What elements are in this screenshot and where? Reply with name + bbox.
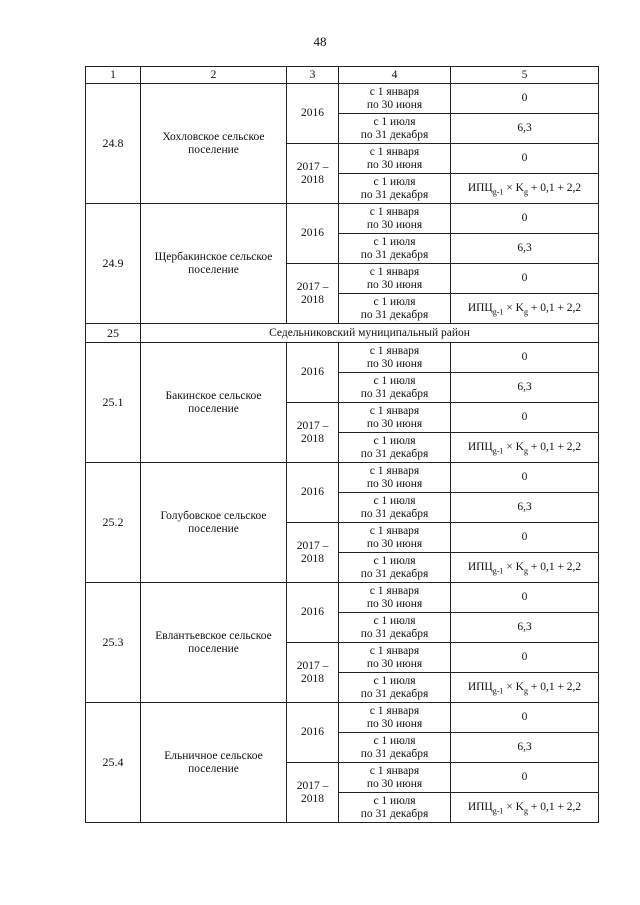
period-end: по 30 июня <box>366 417 423 430</box>
table-row <box>86 703 599 733</box>
period-start: с 1 января <box>369 344 420 357</box>
formula-cell <box>451 433 599 463</box>
formula-subscript: g-1 <box>492 307 504 317</box>
year-start: 2017 – <box>296 539 329 552</box>
period-cell <box>339 553 451 583</box>
formula-subscript: g-1 <box>492 806 504 816</box>
period-end: по 30 июня <box>366 278 423 291</box>
period-cell <box>339 613 451 643</box>
table-row <box>86 84 599 114</box>
value-cell: 0 <box>451 703 599 733</box>
year-cell: 2016 <box>287 204 339 264</box>
value-cell: 6,3 <box>451 613 599 643</box>
formula-text: × K <box>503 561 524 573</box>
formula-text: ИПЦ <box>467 681 493 693</box>
year-start: 2017 – <box>296 280 329 293</box>
settlement-name: Хохловское сельское поселение <box>141 84 287 204</box>
period-cell <box>339 583 451 613</box>
formula-subscript: g <box>523 307 528 317</box>
settlement-name: Голубовское сельское поселение <box>141 463 287 583</box>
period-start: с 1 января <box>369 764 420 777</box>
period-end: по 30 июня <box>366 477 423 490</box>
settlement-name: Щербакинское сельское поселение <box>141 204 287 324</box>
period-end: по 30 июня <box>366 657 423 670</box>
period-start: с 1 января <box>369 464 420 477</box>
period-end: по 31 декабря <box>360 807 429 820</box>
value-cell: 0 <box>451 763 599 793</box>
period-end: по 30 июня <box>366 597 423 610</box>
period-cell <box>339 264 451 294</box>
value-cell: 0 <box>451 463 599 493</box>
region-row <box>86 324 599 343</box>
formula-text: ИПЦ <box>467 182 493 194</box>
period-end: по 30 июня <box>366 158 423 171</box>
period-end: по 31 декабря <box>360 747 429 760</box>
period-start: с 1 января <box>369 265 420 278</box>
tariff-table <box>85 66 599 823</box>
year-end: 2018 <box>301 672 324 685</box>
formula-text: × K <box>503 801 524 813</box>
formula-text: × K <box>503 681 524 693</box>
period-end: по 30 июня <box>366 537 423 550</box>
period-cell <box>339 343 451 373</box>
value-cell: 6,3 <box>451 373 599 403</box>
period-start: с 1 июля <box>373 235 416 248</box>
period-end: по 30 июня <box>366 777 423 790</box>
period-end: по 31 декабря <box>360 447 429 460</box>
value-cell: 0 <box>451 144 599 174</box>
year-end: 2018 <box>301 293 324 306</box>
row-number: 25.3 <box>86 583 141 703</box>
row-number: 24.8 <box>86 84 141 204</box>
period-cell <box>339 733 451 763</box>
year-cell: 2016 <box>287 583 339 643</box>
formula-text: × K <box>503 302 524 314</box>
period-cell <box>339 673 451 703</box>
period-end: по 31 декабря <box>360 507 429 520</box>
period-start: с 1 июля <box>373 295 416 308</box>
value-cell: 0 <box>451 264 599 294</box>
period-start: с 1 января <box>369 704 420 717</box>
value-cell: 6,3 <box>451 114 599 144</box>
region-name: Седельниковский муниципальный район <box>141 324 599 343</box>
value-cell: 0 <box>451 84 599 114</box>
value-cell: 0 <box>451 583 599 613</box>
column-header: 2 <box>141 67 287 84</box>
period-start: с 1 июля <box>373 434 416 447</box>
period-end: по 30 июня <box>366 218 423 231</box>
formula-text: + 0,1 + 2,2 <box>527 302 582 314</box>
year-start: 2017 – <box>296 419 329 432</box>
period-start: с 1 января <box>369 524 420 537</box>
period-end: по 30 июня <box>366 357 423 370</box>
formula-text: + 0,1 + 2,2 <box>527 801 582 813</box>
period-cell <box>339 643 451 673</box>
year-end: 2018 <box>301 432 324 445</box>
year-start: 2017 – <box>296 160 329 173</box>
period-end: по 31 декабря <box>360 188 429 201</box>
period-cell <box>339 433 451 463</box>
formula-text: + 0,1 + 2,2 <box>527 561 582 573</box>
row-number: 25 <box>86 324 141 343</box>
period-start: с 1 июля <box>373 494 416 507</box>
formula-subscript: g-1 <box>492 446 504 456</box>
period-end: по 30 июня <box>366 717 423 730</box>
period-start: с 1 июля <box>373 794 416 807</box>
formula-text: + 0,1 + 2,2 <box>527 182 582 194</box>
period-start: с 1 января <box>369 145 420 158</box>
table-row <box>86 583 599 613</box>
formula-text: + 0,1 + 2,2 <box>527 441 582 453</box>
page-number: 48 <box>313 34 327 49</box>
year-cell <box>287 643 339 703</box>
table-row <box>86 343 599 373</box>
period-start: с 1 января <box>369 584 420 597</box>
formula-cell <box>451 294 599 324</box>
settlement-name: Бакинское сельское поселение <box>141 343 287 463</box>
value-cell: 0 <box>451 523 599 553</box>
table-row <box>86 463 599 493</box>
value-cell: 6,3 <box>451 234 599 264</box>
formula-text: ИПЦ <box>467 441 493 453</box>
settlement-name: Евлантьевское сельское поселение <box>141 583 287 703</box>
year-cell <box>287 763 339 823</box>
year-start: 2017 – <box>296 779 329 792</box>
period-cell <box>339 793 451 823</box>
column-header: 3 <box>287 67 339 84</box>
period-cell <box>339 523 451 553</box>
row-number: 25.2 <box>86 463 141 583</box>
formula-text: + 0,1 + 2,2 <box>527 681 582 693</box>
period-cell <box>339 373 451 403</box>
period-cell <box>339 493 451 523</box>
formula-subscript: g <box>523 806 528 816</box>
formula-cell <box>451 793 599 823</box>
period-start: с 1 июля <box>373 674 416 687</box>
period-cell <box>339 763 451 793</box>
period-cell <box>339 234 451 264</box>
period-start: с 1 июля <box>373 614 416 627</box>
year-cell <box>287 144 339 204</box>
formula-text: × K <box>503 182 524 194</box>
period-end: по 30 июня <box>366 98 423 111</box>
period-cell <box>339 703 451 733</box>
table-row <box>86 204 599 234</box>
period-cell <box>339 84 451 114</box>
table-header-row <box>86 67 599 84</box>
period-end: по 31 декабря <box>360 308 429 321</box>
column-header: 1 <box>86 67 141 84</box>
formula-subscript: g <box>523 446 528 456</box>
year-start: 2017 – <box>296 659 329 672</box>
year-end: 2018 <box>301 792 324 805</box>
formula-text: ИПЦ <box>467 801 493 813</box>
year-cell <box>287 403 339 463</box>
period-cell <box>339 114 451 144</box>
year-cell: 2016 <box>287 463 339 523</box>
period-start: с 1 января <box>369 404 420 417</box>
formula-text: ИПЦ <box>467 561 493 573</box>
period-cell <box>339 463 451 493</box>
year-end: 2018 <box>301 552 324 565</box>
period-start: с 1 июля <box>373 115 416 128</box>
column-header: 4 <box>339 67 451 84</box>
settlement-name: Ельничное сельское поселение <box>141 703 287 823</box>
period-end: по 31 декабря <box>360 567 429 580</box>
formula-subscript: g <box>523 686 528 696</box>
formula-subscript: g-1 <box>492 566 504 576</box>
column-header: 5 <box>451 67 599 84</box>
row-number: 24.9 <box>86 204 141 324</box>
year-cell: 2016 <box>287 84 339 144</box>
formula-cell <box>451 174 599 204</box>
formula-subscript: g <box>523 566 528 576</box>
formula-text: ИПЦ <box>467 302 493 314</box>
formula-cell <box>451 553 599 583</box>
period-end: по 31 декабря <box>360 627 429 640</box>
period-end: по 31 декабря <box>360 248 429 261</box>
year-cell <box>287 264 339 324</box>
value-cell: 0 <box>451 204 599 234</box>
period-end: по 31 декабря <box>360 128 429 141</box>
row-number: 25.1 <box>86 343 141 463</box>
value-cell: 6,3 <box>451 493 599 523</box>
row-number: 25.4 <box>86 703 141 823</box>
period-end: по 31 декабря <box>360 687 429 700</box>
value-cell: 6,3 <box>451 733 599 763</box>
period-start: с 1 января <box>369 644 420 657</box>
period-start: с 1 января <box>369 85 420 98</box>
period-start: с 1 января <box>369 205 420 218</box>
value-cell: 0 <box>451 343 599 373</box>
year-end: 2018 <box>301 173 324 186</box>
period-cell <box>339 174 451 204</box>
period-end: по 31 декабря <box>360 387 429 400</box>
period-cell <box>339 403 451 433</box>
period-cell <box>339 204 451 234</box>
period-cell <box>339 144 451 174</box>
year-cell: 2016 <box>287 703 339 763</box>
table-body <box>86 84 599 823</box>
period-start: с 1 июля <box>373 175 416 188</box>
period-cell <box>339 294 451 324</box>
value-cell: 0 <box>451 643 599 673</box>
formula-cell <box>451 673 599 703</box>
formula-subscript: g-1 <box>492 187 504 197</box>
period-start: с 1 июля <box>373 554 416 567</box>
value-cell: 0 <box>451 403 599 433</box>
formula-text: × K <box>503 441 524 453</box>
year-cell <box>287 523 339 583</box>
formula-subscript: g <box>523 187 528 197</box>
period-start: с 1 июля <box>373 374 416 387</box>
year-cell: 2016 <box>287 343 339 403</box>
formula-subscript: g-1 <box>492 686 504 696</box>
period-start: с 1 июля <box>373 734 416 747</box>
